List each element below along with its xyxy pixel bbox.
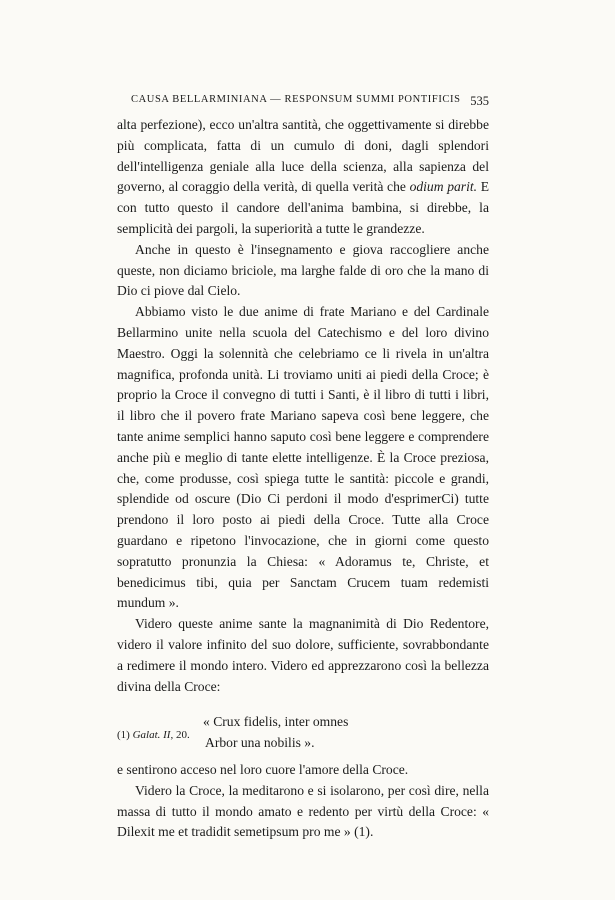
footnote-reference: Galat. II, [132,729,174,741]
page-number: 535 [470,94,489,108]
footnote-marker: (1) [117,729,130,741]
paragraph-3: Abbiamo visto le due anime di frate Mariano e del Cardinale Bellarmino unite nella scuola del Catechismo e del loro divino Maestro. Oggi la solennità che celebriamo ce li rivela in un'altra magnifica, profonda unità. Li troviamo uniti ai piedi della Croce; è proprio la Croce il convegno di tutti i Santi, è il libro di tutti i libri, il libro che il povero frate Mariano sapeva così bene leggere, che tante anime semplici hanno saputo così bene leggere e comprendere anche più e meglio di tante elette intelligenze. È la Croce preziosa, che, come produsse, così spiega tutte le santità: piccole e grandi, splendide od oscure (Dio Ci perdoni il modo d'esprimerCi) tutte prendono il loro posto ai piedi della Croce. Tutte alla Croce guardano e ripetono l'invocazione, che in giorni come questo sopratutto pronunzia la Chiesa: « Adoramus te, Christe, et benedicimus tibi, quia per Sanctam Crucem tuam redemisti mundum ». [117,304,489,611]
running-title: CAUSA BELLARMINIANA — RESPONSUM SUMMI PONTIFICIS [131,94,461,105]
footnote-reference-rest: 20. [173,729,190,741]
footnote [117,729,190,741]
verse-line-1: « Crux fidelis, inter omnes [203,714,349,730]
paragraph-1-text-b: E con tutto questo il candore dell'anima bambina, si direbbe, la semplicità dei pargoli, la superiorità a tutte le grandezze. [117,179,490,236]
paragraph-4: Videro queste anime sante la magnanimità di Dio Redentore, videro il valore infinito del suo dolore, sufficiente, sovrabbondante a redimere il mondo intero. Videro ed apprezzarono così la bellezza divina della Croce: [117,616,489,694]
paragraph-1 [117,115,489,240]
paragraph-1-text-a: alta perfezione), ecco un'altra santità, che oggettivamente si direbbe più complicata, fatta di un cumulo di doni, dagli splendori dell'intelligenza geniale alla luce della scienza, alla sapienza del governo, al coraggio della verità, di quella verità che [117,117,489,195]
paragraph-1-italic: odium parit. [409,179,478,195]
paragraph-5: e sentirono acceso nel loro cuore l'amore della Croce. [117,761,409,777]
paragraph-6: Videro la Croce, la meditarono e si isolarono, per così dire, nella massa di tutto il mondo amato e redento per virtù della Croce: « Dilexit me et tradidit semetipsum pro me » (1). [117,782,489,840]
verse-line-2: Arbor una nobilis ». [205,735,315,751]
paragraph-2: Anche in questo è l'insegnamento e giova raccogliere anche queste, non diciamo briciole, ma larghe falde di oro che la mano di Dio ci piove dal Cielo. [117,241,489,299]
running-header [117,94,489,110]
verse-quote [203,712,489,754]
